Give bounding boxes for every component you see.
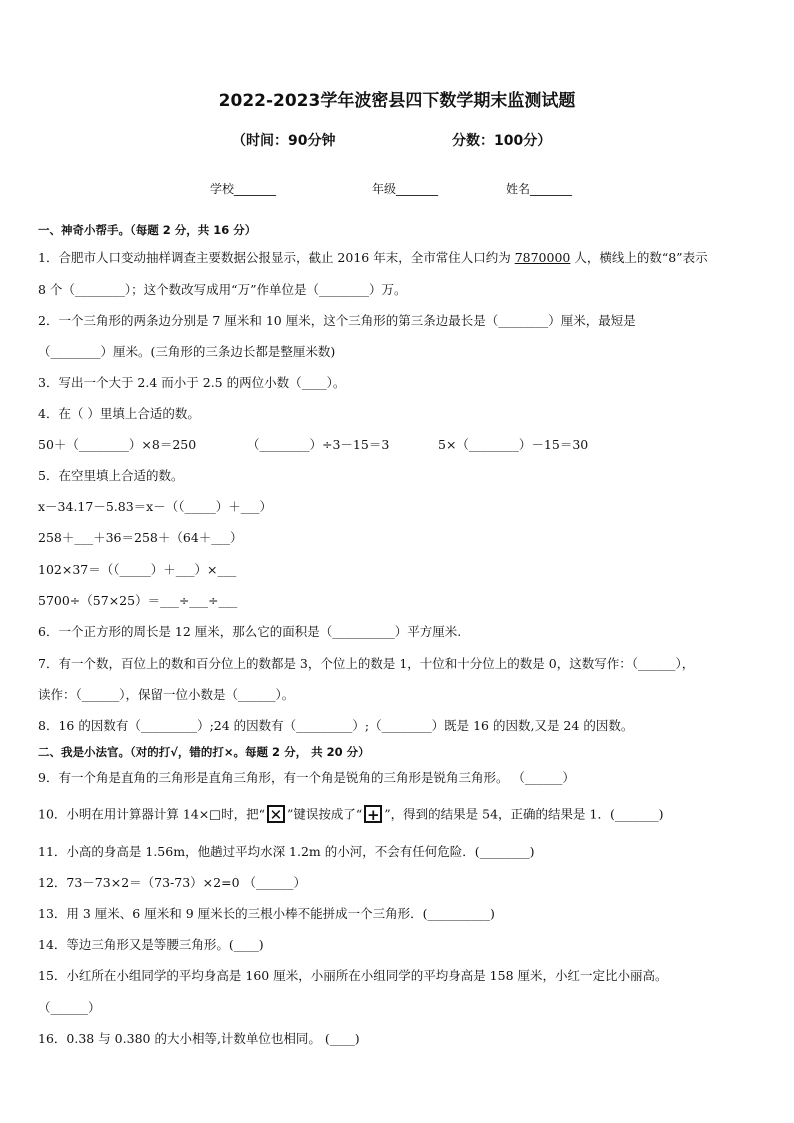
question-14: 14．等边三角形又是等腰三角形。(____) (38, 937, 264, 952)
q4-equation-3: 5×（________）－15＝30 (438, 437, 589, 452)
question-10 (38, 806, 768, 824)
question-13: 13．用 3 厘米、6 厘米和 9 厘米长的三根小棒不能拼成一个三角形．(__________) (38, 906, 495, 921)
question-7-line-2: 读作：（______），保留一位小数是（______）。 (38, 687, 295, 702)
q10-text-end: ”，得到的结果是 54，正确的结果是 1．(_______) (384, 806, 664, 822)
question-5: 5．在空里填上合适的数。 (38, 468, 184, 483)
q10-text-start: 10．小明在用计算器计算 14×□时，把“ (38, 806, 265, 822)
question-6: 6．一个正方形的周长是 12 厘米，那么它的面积是（__________）平方厘米. (38, 624, 462, 639)
q5-line-2: 258＋___＋36＝258＋（64＋___） (38, 530, 243, 545)
question-4: 4．在（ ）里填上合适的数。 (38, 406, 200, 421)
question-12: 12．73－73×2＝（73-73）×2=0 （______） (38, 875, 307, 890)
section-2-heading: 二、我是小法官。（对的打√，错的打×。每题 2 分， 共 20 分） (38, 745, 370, 759)
q4-equation-2: （________）÷3－15＝3 (247, 437, 390, 452)
name-field: 姓名_______ (506, 182, 573, 196)
question-15-line-1: 15．小红所在小组同学的平均身高是 160 厘米，小丽所在小组同学的平均身高是 158 厘米，小红一定比小丽高。 (38, 968, 668, 983)
question-15-line-2: （______） (38, 1000, 101, 1015)
q1-underlined-number: 7870000 (514, 250, 571, 265)
score-label: 分数：100分） (452, 133, 552, 149)
q5-line-3: 102×37＝（（_____）＋___）×___ (38, 562, 237, 577)
question-1-line-2: 8 个（________）；这个数改写成用“万”作单位是（________）万。 (38, 282, 407, 297)
q1-text-start: 1．合肥市人口变动抽样调查主要数据公报显示，截止 2016 年末，全市常住人口约为 (38, 250, 515, 265)
q1-text-end: 人，横线上的数“8”表示 (570, 250, 708, 265)
q5-line-1: x－34.17－5.83＝x－（（_____）＋___） (38, 499, 272, 514)
question-3: 3．写出一个大于 2.4 而小于 2.5 的两位小数（____）。 (38, 375, 346, 390)
exam-title: 2022-2023学年波密县四下数学期末监测试题 (218, 91, 576, 111)
q4-equation-1: 50＋（________）×8＝250 (38, 437, 197, 452)
question-16: 16．0.38 与 0.380 的大小相等,计数单位也相同。 (____) (38, 1031, 360, 1046)
question-8: 8．16 的因数有（_________）;24 的因数有（_________）;（________）既是 16 的因数,又是 24 的因数。 (38, 718, 634, 733)
time-label: （时间：90分钟 (232, 133, 336, 149)
q5-line-4: 5700÷（57×25）＝___÷___÷___ (38, 593, 238, 608)
grade-field: 年级_______ (372, 182, 439, 196)
question-7-line-1: 7．有一个数，百位上的数和百分位上的数都是 3，个位上的数是 1，十位和十分位上的数是 0，这数写作：（______）， (38, 656, 695, 671)
school-field: 学校_______ (210, 182, 277, 196)
section-1-heading: 一、神奇小帮手。（每题 2 分，共 16 分） (38, 223, 257, 237)
question-9: 9．有一个角是直角的三角形是直角三角形，有一个角是锐角的三角形是锐角三角形。 （______） (38, 770, 575, 785)
question-2-line-1: 2．一个三角形的两条边分别是 7 厘米和 10 厘米，这个三角形的第三条边最长是（________）厘米，最短是 (38, 313, 636, 328)
question-1-line-1 (38, 250, 768, 266)
plus-key-icon: + (364, 805, 382, 823)
question-2-line-2: （________）厘米。(三角形的三条边长都是整厘米数) (38, 344, 336, 359)
question-11: 11．小高的身高是 1.56m，他趟过平均水深 1.2m 的小河，不会有任何危险．(________) (38, 844, 535, 859)
multiply-key-icon: ✕ (267, 805, 285, 823)
q10-text-mid: ”键误按成了“ (286, 806, 363, 822)
